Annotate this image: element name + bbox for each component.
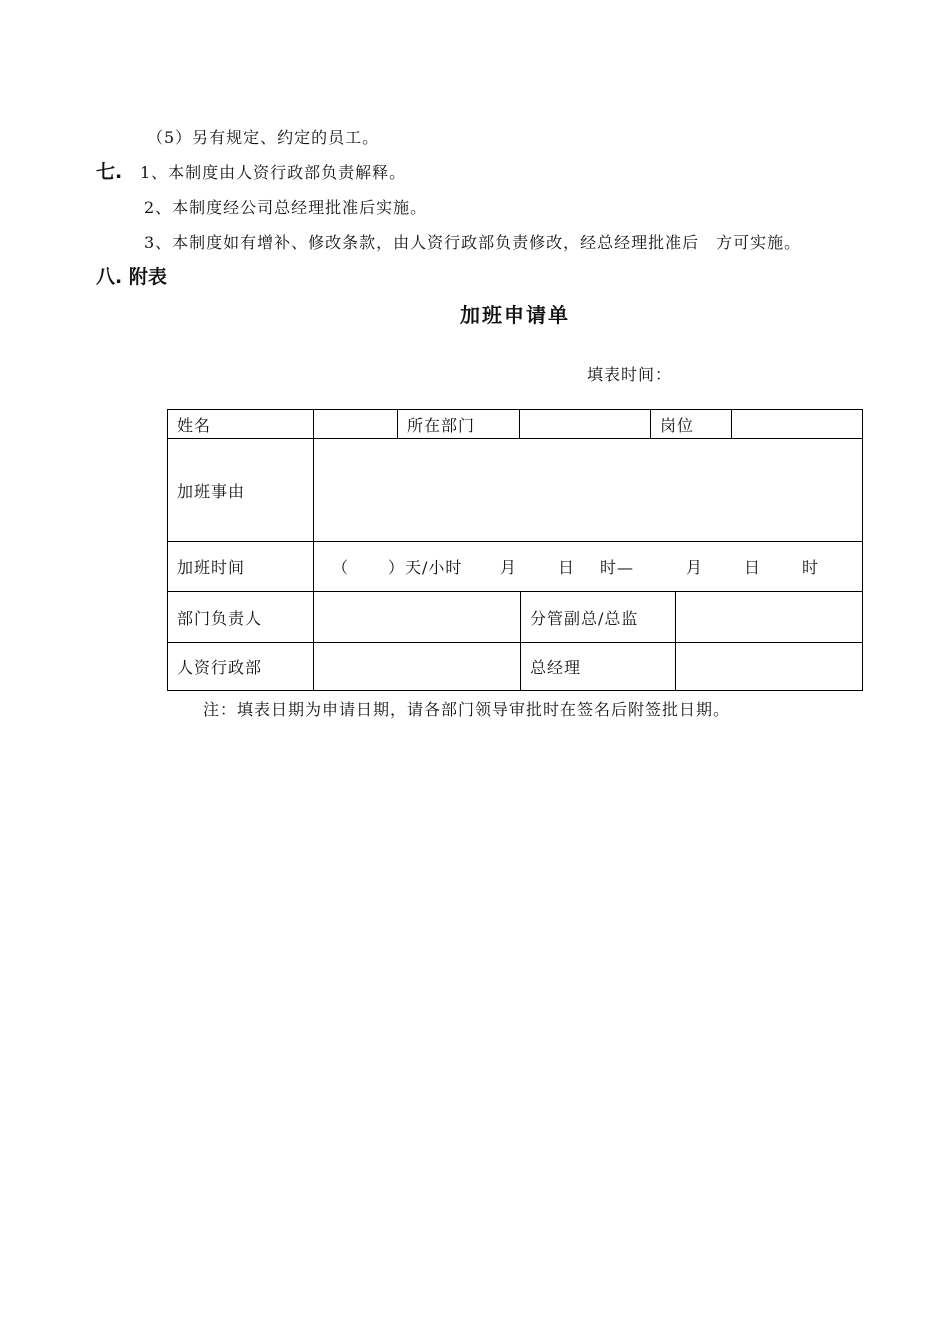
time-field[interactable] — [314, 542, 863, 592]
name-field[interactable] — [314, 410, 398, 439]
form-note: 注：填表日期为申请日期，请各部门领导审批时在签名后附签批日期。 — [203, 700, 731, 719]
time-month-1: 月 — [500, 558, 518, 577]
fill-time-label: 填表时间： — [587, 365, 673, 384]
time-label: 加班时间 — [168, 542, 314, 592]
time-hour-1: 时— — [600, 558, 635, 577]
hr-field[interactable] — [314, 643, 521, 691]
time-open-paren: （ — [332, 558, 350, 577]
section-7-item-2: 2、本制度经公司总经理批准后实施。 — [144, 198, 428, 217]
vp-label: 分管副总/总监 — [521, 592, 676, 643]
dept-label: 所在部门 — [398, 410, 520, 439]
item-5-text: （5）另有规定、约定的员工。 — [147, 128, 380, 147]
gm-field[interactable] — [676, 643, 863, 691]
section-7-item-3: 3、本制度如有增补、修改条款，由人资行政部负责修改，经总经理批准后 方可实施。 — [144, 233, 802, 252]
time-hour-2: 时 — [802, 558, 820, 577]
dept-head-label: 部门负责人 — [168, 592, 314, 643]
hr-label: 人资行政部 — [168, 643, 314, 691]
reason-field[interactable] — [314, 439, 863, 542]
overtime-application-form — [167, 409, 863, 691]
position-label: 岗位 — [651, 410, 732, 439]
time-day-2: 日 — [744, 558, 762, 577]
gm-label: 总经理 — [521, 643, 676, 691]
section-8-heading: 八. 附表 — [96, 266, 167, 288]
dept-head-field[interactable] — [314, 592, 521, 643]
dept-field[interactable] — [520, 410, 651, 439]
time-day-1: 日 — [558, 558, 576, 577]
name-label: 姓名 — [168, 410, 314, 439]
time-month-2: 月 — [686, 558, 704, 577]
reason-label: 加班事由 — [168, 439, 314, 542]
position-field[interactable] — [732, 410, 863, 439]
section-7-item-1: 1、本制度由人资行政部负责解释。 — [140, 163, 407, 182]
vp-field[interactable] — [676, 592, 863, 643]
time-unit: ）天/小时 — [388, 558, 463, 577]
section-7-heading: 七. — [96, 161, 123, 183]
form-title: 加班申请单 — [460, 303, 570, 327]
